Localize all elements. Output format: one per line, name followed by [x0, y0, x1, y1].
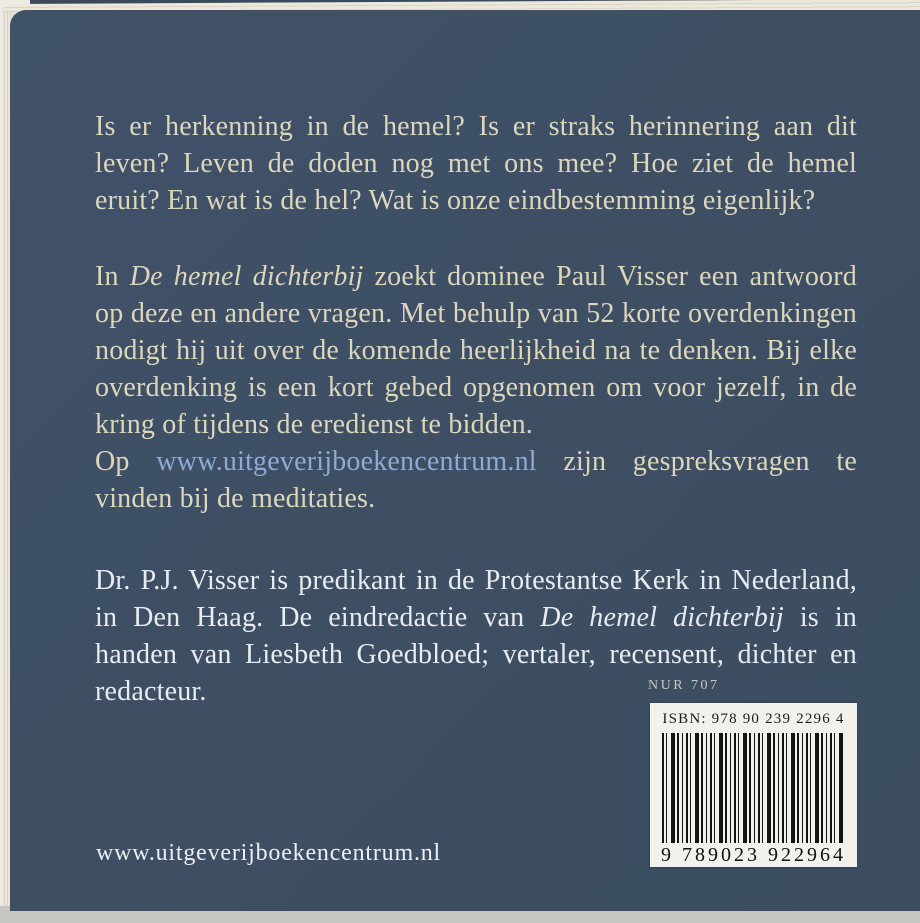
book-title-italic: De hemel dichterbij — [540, 602, 784, 633]
website-note-prefix: Op — [95, 446, 157, 477]
intro-paragraph: Is er herkenning in de hemel? Is er straks herinnering aan dit leven? Leven de doden nog met ons mee? Hoe ziet de hemel eruit? En wat is de hel? Wat is onze eindbestemming eigenlijk? — [95, 111, 857, 216]
about-text-rest: zoekt dominee Paul Visser een antwoord op deze en andere vragen. Met behulp van 52 korte overdenkingen nodigt hij uit over de komende heerlijkheid na te denken. Bij elke overdenking is een kort gebed opgenomen om voor jezelf, in de kring of tijdens de eredienst te bidden. — [95, 261, 857, 440]
ean-digits: 9 789023 922964 — [661, 844, 846, 866]
about-text-lead: In — [95, 261, 130, 292]
about-paragraph — [95, 258, 857, 517]
back-cover — [10, 10, 920, 911]
nur-code: NUR 707 — [648, 678, 720, 693]
isbn-text: ISBN: 978 90 239 2296 4 — [662, 711, 845, 727]
author-bio-paragraph — [95, 562, 857, 710]
publisher-url-inline: www.uitgeverijboekencentrum.nl — [156, 446, 537, 477]
barcode-box — [650, 703, 857, 867]
website-note-suffix: zijn gespreksvragen te vinden bij de meditaties. — [95, 446, 857, 514]
bio-text-part1: Dr. P.J. Visser is predikant in de Protestantse Kerk in Nederland, in Den Haag. De eindredactie van — [95, 565, 857, 633]
bio-text-part2: is in handen van Liesbeth Goedbloed; vertaler, recensent, dichter en redacteur. — [95, 602, 857, 707]
barcode-bars-icon — [662, 733, 845, 843]
publisher-url-footer: www.uitgeverijboekencentrum.nl — [96, 840, 442, 866]
book-title-italic: De hemel dichterbij — [129, 261, 364, 292]
